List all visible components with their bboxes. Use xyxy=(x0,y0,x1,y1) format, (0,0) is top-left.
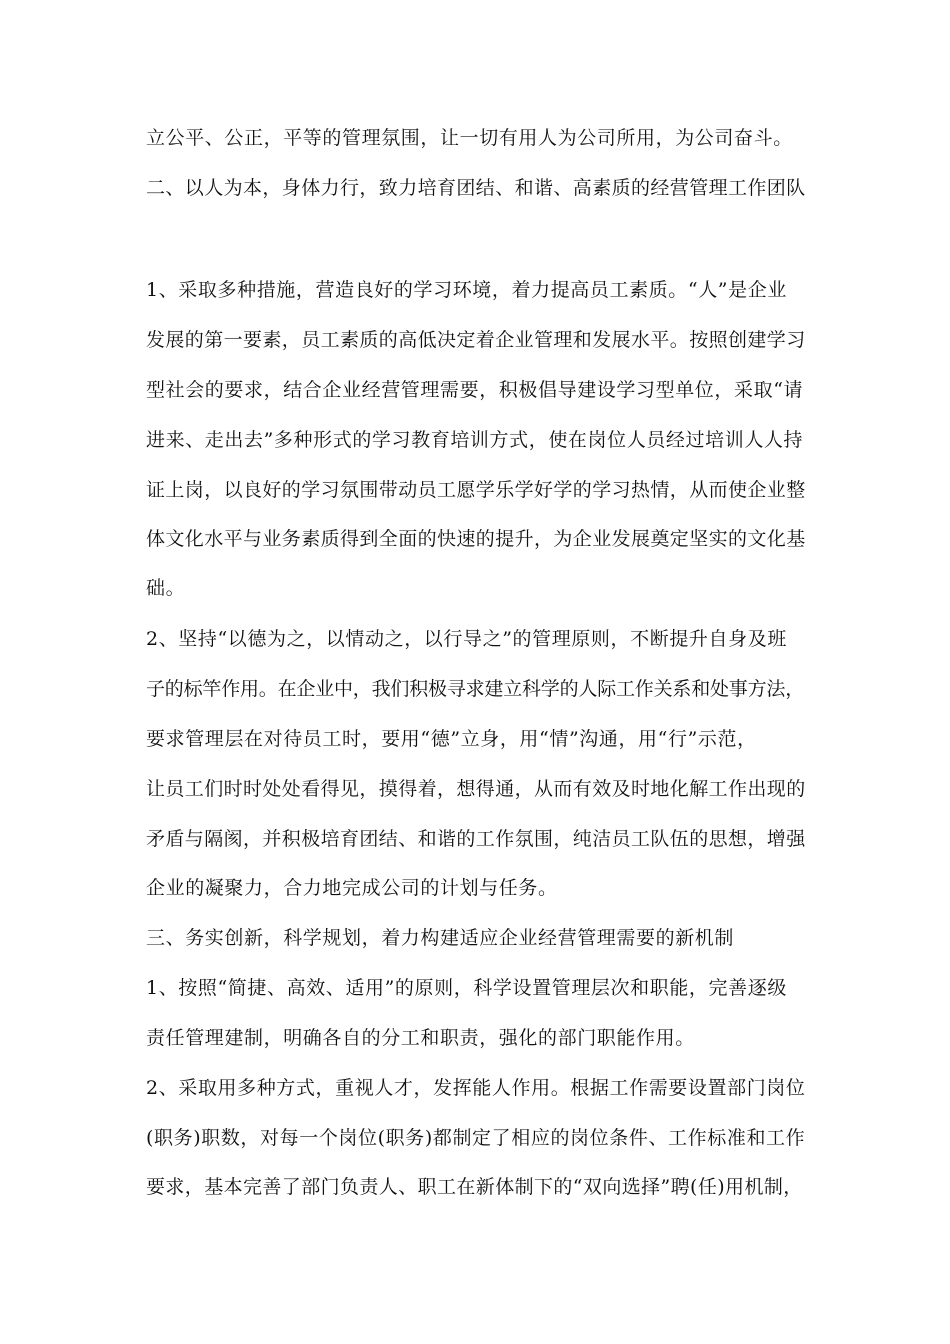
paragraph-line: 矛盾与隔阂，并积极培育团结、和谐的工作氛围，纯洁员工队伍的思想，增强 xyxy=(146,828,806,850)
paragraph-line: 让员工们时时处处看得见，摸得着，想得通，从而有效及时地化解工作出现的 xyxy=(146,778,806,800)
section-heading: 三、务实创新，科学规划，着力构建适应企业经营管理需要的新机制 xyxy=(146,927,735,949)
paragraph-line: 要求，基本完善了部门负责人、职工在新体制下的“双向选择”聘(任)用机制， xyxy=(146,1176,803,1198)
paragraph-line: 2、采取用多种方式，重视人才，发挥能人作用。根据工作需要设置部门岗位 xyxy=(146,1077,806,1099)
paragraph-line: 1、采取多种措施，营造良好的学习环境，着力提高员工素质。“人”是企业 xyxy=(146,279,787,301)
paragraph-line: 发展的第一要素，员工素质的高低决定着企业管理和发展水平。按照创建学习 xyxy=(146,329,806,351)
paragraph-line: 立公平、公正，平等的管理氛围，让一切有用人为公司所用，为公司奋斗。 xyxy=(146,127,793,149)
paragraph-line: (职务)职数，对每一个岗位(职务)都制定了相应的岗位条件、工作标准和工作 xyxy=(146,1127,806,1149)
paragraph-line: 责任管理建制，明确各自的分工和职责，强化的部门职能作用。 xyxy=(146,1027,695,1049)
paragraph-line: 型社会的要求，结合企业经营管理需要，积极倡导建设学习型单位，采取“请 xyxy=(146,379,804,401)
paragraph-line: 进来、走出去”多种形式的学习教育培训方式，使在岗位人员经过培训人人持 xyxy=(146,429,804,451)
paragraph-line: 证上岗，以良好的学习氛围带动员工愿学乐学好学的学习热情，从而使企业整 xyxy=(146,479,806,501)
paragraph-line: 2、坚持“以德为之，以情动之，以行导之”的管理原则，不断提升自身及班 xyxy=(146,628,787,650)
paragraph-line: 企业的凝聚力，合力地完成公司的计划与任务。 xyxy=(146,877,558,899)
section-heading: 二、以人为本，身体力行，致力培育团结、和谐、高素质的经营管理工作团队 xyxy=(146,177,806,199)
paragraph-line: 要求管理层在对待员工时，要用“德”立身，用“情”沟通，用“行”示范， xyxy=(146,728,757,750)
paragraph-line: 1、按照“简捷、高效、适用”的原则，科学设置管理层次和职能，完善逐级 xyxy=(146,977,787,999)
paragraph-line: 子的标竿作用。在企业中，我们积极寻求建立科学的人际工作关系和处事方法， xyxy=(146,678,805,700)
paragraph-line: 体文化水平与业务素质得到全面的快速的提升，为企业发展奠定坚实的文化基 xyxy=(146,528,806,550)
paragraph-line: 础。 xyxy=(146,577,186,599)
